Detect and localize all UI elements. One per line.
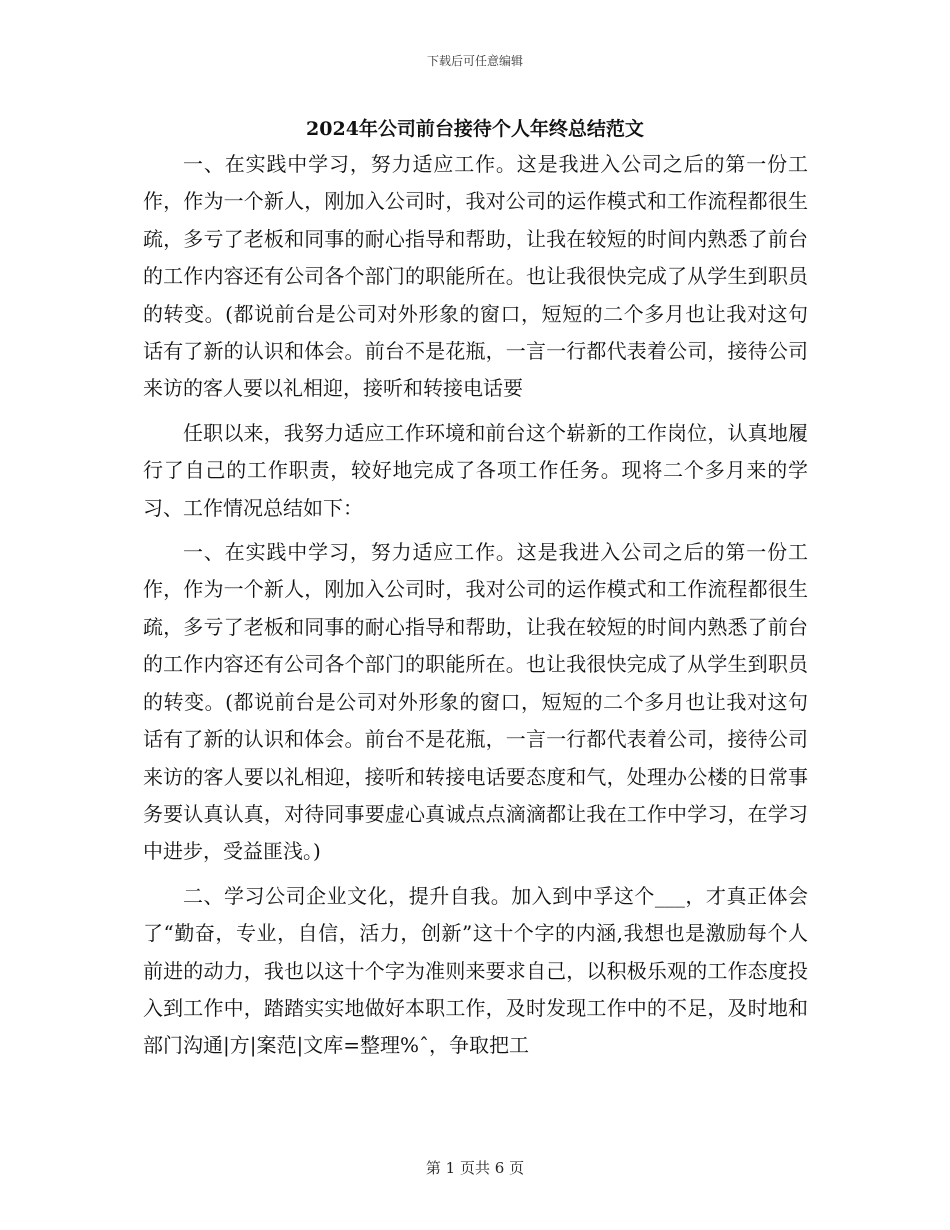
page-header: 下载后可任意编辑 xyxy=(426,54,523,68)
paragraph-4: 二、学习公司企业文化，提升自我。加入到中孚这个___，才真正体会了“勤奋，专业，自信，活力，创新”这十个字的内涵,我想也是激励每个人前进的动力，我也以这十个字为准则来要求自己，以积极乐观的工作态度投入到工作中，踏踏实实地做好本职工作，及时发现工作中的不足，及时地和部门沟通|方|案范|文库=整理%ˆ，争取把工 xyxy=(143,883,808,1058)
document-title: 2024年公司前台接待个人年终总结范文 xyxy=(306,118,644,140)
paragraph-2: 任职以来，我努力适应工作环境和前台这个崭新的工作岗位，认真地履行了自己的工作职责，较好地完成了各项工作任务。现将二个多月来的学习、工作情况总结如下： xyxy=(143,420,808,520)
paragraph-3: 一、在实践中学习，努力适应工作。这是我进入公司之后的第一份工作，作为一个新人，刚加入公司时，我对公司的运作模式和工作流程都很生疏，多亏了老板和同事的耐心指导和帮助，让我在较短的时间内熟悉了前台的工作内容还有公司各个部门的职能所在。也让我很快完成了从学生到职员的转变。(都说前台是公司对外形象的窗口，短短的二个多月也让我对这句话有了新的认识和体会。前台不是花瓶，一言一行都代表着公司，接待公司来访的客人要以礼相迎，接听和转接电话要态度和气，处理办公楼的日常事务要认真认真，对待同事要虚心真诚点点滴滴都让我在工作中学习，在学习中进步，受益匪浅。) xyxy=(143,540,808,864)
document-body xyxy=(143,146,808,1065)
paragraph-1: 一、在实践中学习，努力适应工作。这是我进入公司之后的第一份工作，作为一个新人，刚加入公司时，我对公司的运作模式和工作流程都很生疏，多亏了老板和同事的耐心指导和帮助，让我在较短的时间内熟悉了前台的工作内容还有公司各个部门的职能所在。也让我很快完成了从学生到职员的转变。(都说前台是公司对外形象的窗口，短短的二个多月也让我对这句话有了新的认识和体会。前台不是花瓶，一言一行都代表着公司，接待公司来访的客人要以礼相迎，接听和转接电话要 xyxy=(143,152,808,401)
page-footer: 第 1 页共 6 页 xyxy=(425,1159,525,1177)
